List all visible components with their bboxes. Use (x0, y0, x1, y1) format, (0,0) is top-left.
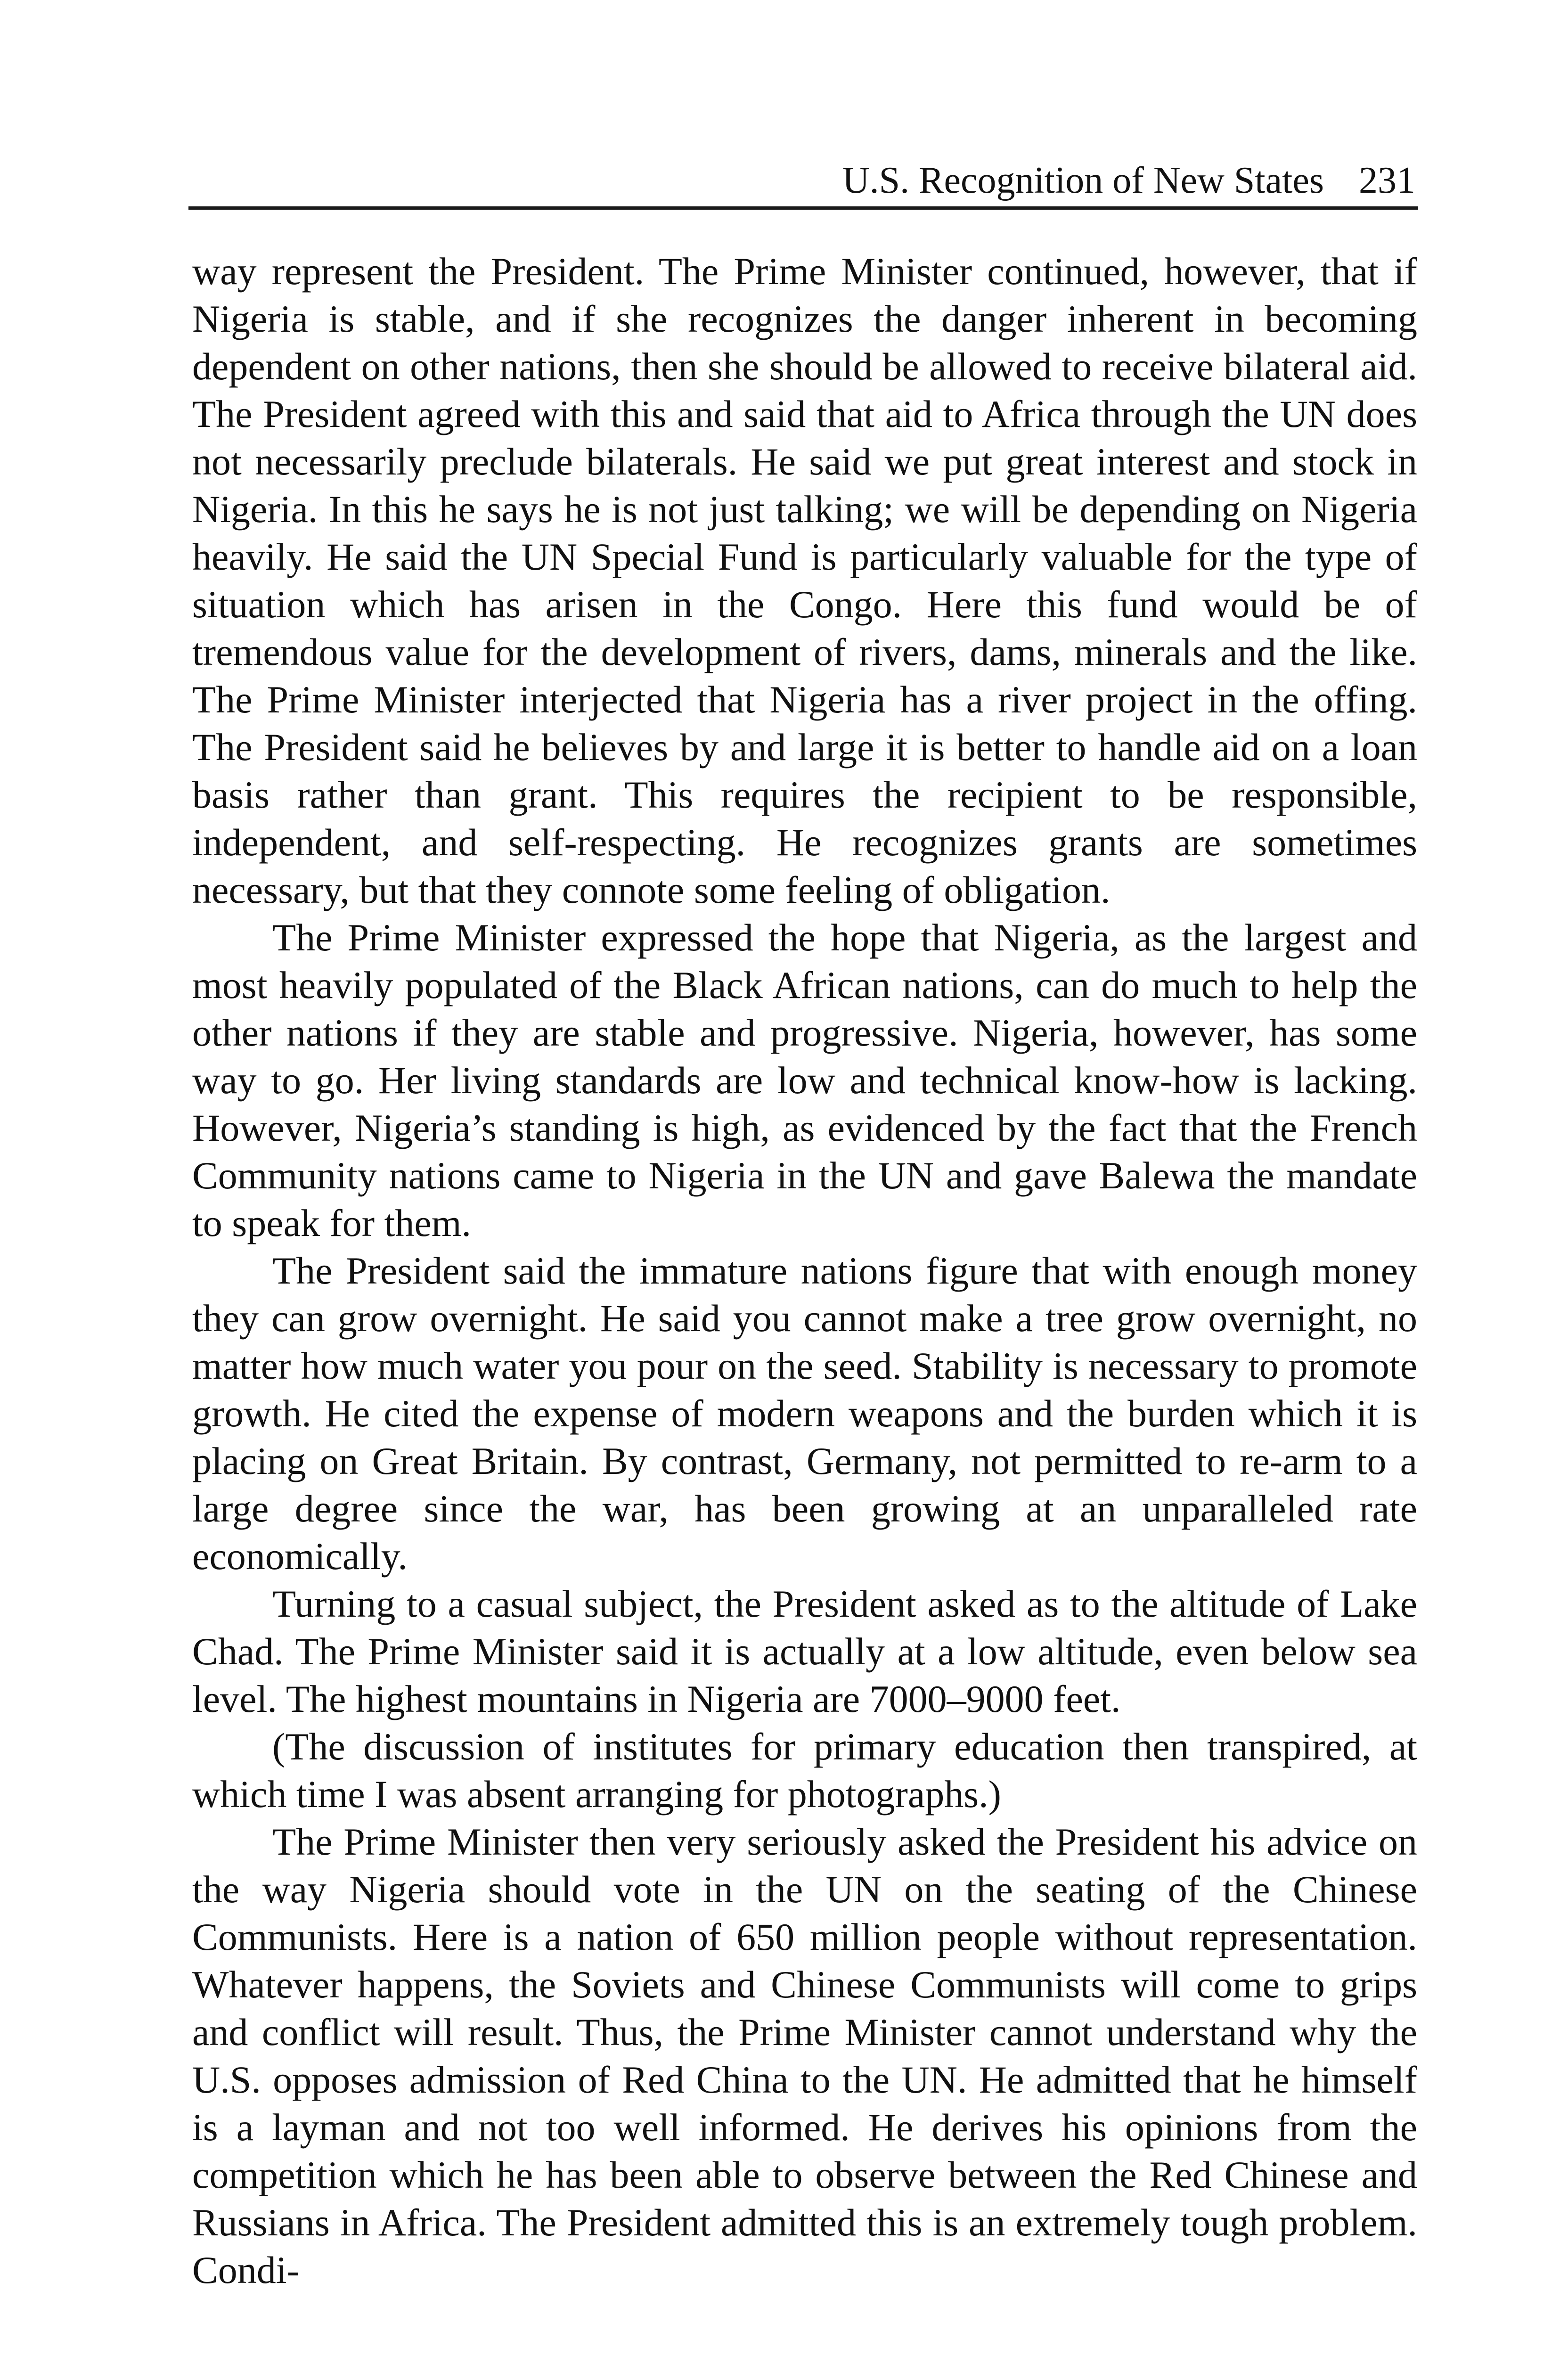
paragraph-5: (The discussion of institutes for primary education then transpired, at which time I was absent arranging for photographs.) (192, 1725, 1417, 1816)
paragraph-6: The Prime Minister then very seriously asked the President his advice on the way Nigeria should vote in the UN on the seating of the Chinese Communists. Here is a nation of 650 million people without representation. Whatever happens, the Soviets and Chinese Communists will come to grips and conflict will result. Thus, the Prime Minister cannot understand why the U.S. opposes admission of Red China to the UN. He admitted that he himself is a layman and not too well informed. He derives his opinions from the competition which he has been able to observe between the Red Chinese and Russians in Africa. The President admitted this is an extremely tough problem. Condi- (192, 1820, 1417, 2291)
paragraph-4: Turning to a casual subject, the President asked as to the altitude of Lake Chad. The Prime Minister said it is actually at a low altitude, even below sea level. The highest mountains in Nigeria are 7000–9000 feet. (192, 1582, 1417, 1720)
paragraph-2: The Prime Minister expressed the hope that Nigeria, as the largest and most heavily populated of the Black African nations, can do much to help the other nations if they are stable and progressive. Nigeria, however, has some way to go. Her living standards are low and technical know-how is lacking. However, Nigeria’s standing is high, as evidenced by the fact that the French Community nations came to Nigeria in the UN and gave Balewa the mandate to speak for them. (192, 916, 1417, 1244)
page-number: 231 (1359, 160, 1415, 201)
body-text (192, 247, 1417, 2294)
running-header (188, 150, 1418, 210)
header-title: U.S. Recognition of New States (842, 160, 1324, 201)
paragraph-1: way represent the President. The Prime Minister continued, however, that if Nigeria is stable, and if she recognizes the danger inherent in becoming dependent on other nations, then she should be allowed to receive bilateral aid. The President agreed with this and said that aid to Africa through the UN does not necessarily preclude bilaterals. He said we put great interest and stock in Nigeria. In this he says he is not just talking; we will be depending on Nigeria heavily. He said the UN Special Fund is particularly valuable for the type of situation which has arisen in the Congo. Here this fund would be of tremendous value for the development of rivers, dams, minerals and the like. The Prime Minister interjected that Nigeria has a river project in the offing. The President said he believes by and large it is better to handle aid on a loan basis rather than grant. This requires the recipient to be responsible, independent, and self-respecting. He recognizes grants are sometimes necessary, but that they connote some feeling of obligation. (192, 250, 1417, 911)
paragraph-3: The President said the immature nations figure that with enough money they can grow overnight. He said you cannot make a tree grow overnight, no matter how much water you pour on the seed. Stability is necessary to promote growth. He cited the expense of modern weapons and the burden which it is placing on Great Britain. By contrast, Germany, not permitted to re-arm to a large degree since the war, has been growing at an unparalleled rate economically. (192, 1249, 1417, 1578)
